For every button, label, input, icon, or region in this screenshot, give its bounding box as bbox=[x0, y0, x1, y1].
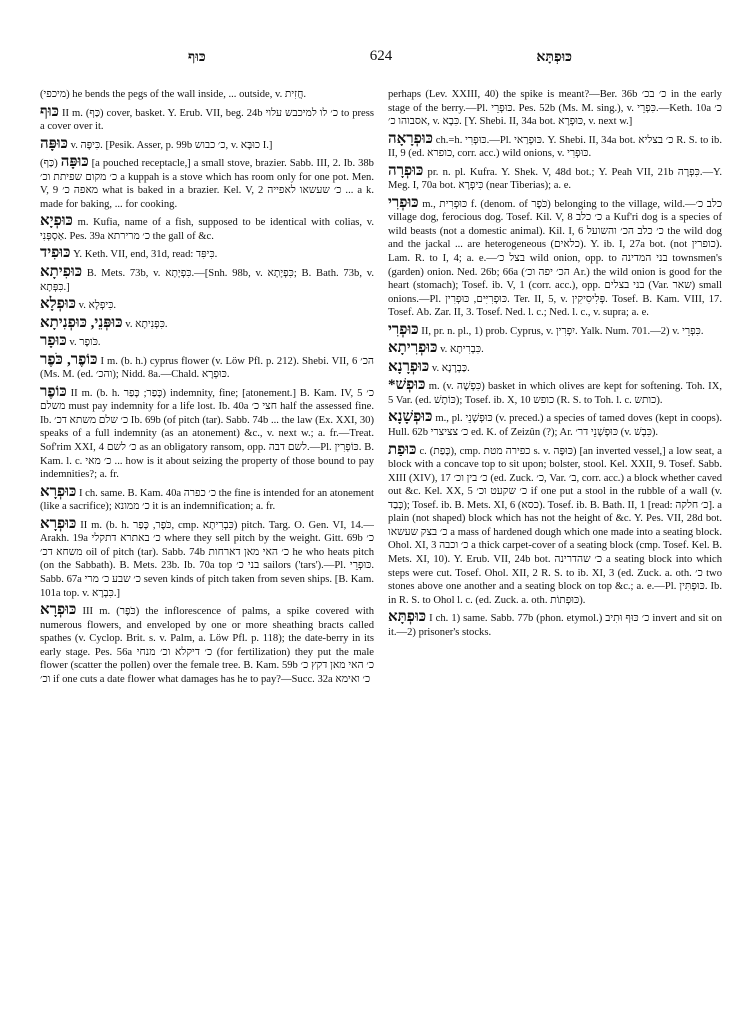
entry-definition: m. (v. כִּפְשָׁה) basket in which olives are kept for softening. Toh. IX, 5 Var. (ed. כּוֹתֶשׁ); Tosef. ib. X, 10 כופש (R. S. to Toh. l. c. כותש). bbox=[388, 381, 722, 406]
entry-definition: c. (כָּפַת), cmp. כפירה מטת s. v. כּוּפָּה) [an inverted vessel,] a low seat, a block with a concave top to sit upon; bolster, stool. Kel. XXII, 9. Tosef. Sabb. XIII (XIV), 17 כ׳ בין וכ׳ (ed. Zuck. כ׳, Var. ב׳, corr. acc.) a block whether caved out &c. Kel. XX, 5 כ׳ שקעט וכ׳ if one put a stool in the rubble of a wall (v. כָּבַד); Tosef. ib. B. Mets. XI, 6 (כסא). Tosef. ib. B. Bath. II, 1 [read: כ׳ חלקה]. a plain (not shaped) block which has not the height of &c. Y. Pes. VII, 28d bot. כ׳ בצק שעשאו a mass of hardened dough which one made into a seating block. Ohol. XI, 3 כ׳ וכבה a thick carpet-cover of a seating block (cmp. Tosef. Kel. B. Mets. XI, 10). Y. Erub. VII, 24b bot. כ׳ שהדרינה a seating block into which steps were cut. Tosef. Ohol. XII, 2 R. S. to ib. XI, 3 (ed. Zuck. a. oth. כ׳ two stones above one another and a seating block on top &c.; a. e.—Pl. כּוּפְתִּין. Ib. in R. S. to Ohol l. c. (ed. Zuck. a. oth. כּוּפְתוֹת). bbox=[388, 445, 722, 606]
entry-headword: *כּוּפְשׁ bbox=[388, 377, 426, 394]
entry-headword: כּוּפְלָא bbox=[40, 296, 76, 313]
right-column bbox=[388, 88, 722, 1016]
dictionary-entry bbox=[388, 360, 722, 376]
dictionary-entry bbox=[388, 610, 722, 639]
entry-definition: m., כּוּפְרִית f. (denom. of כֹּפֶר) belonging to the village, wild.—כלב כ׳ village dog, ferocious dog. Tosef. Kil. V, 8 כ׳ כלב a Kuf'ri dog is a species of wild beasts (not a domestic animal). Kil. I, 6 כ׳ כלב הכ׳ והשועל the wild dog and the jackal ... are heterogeneous (כלאים). Y. ib. I, 27a bot. (not כופרין). Lam. R. to I, 4; a. e.—בצל כ׳ wild onion, opp. to בני המדינה townsmen's (garden) onion. Ned. 26b; 66a (הכ׳ יפה וכ׳ Ar.) the wild onion is good for the heart (stomach); Tosef. ib. V, 1 (corr. acc.), opp. בני בצלים (Var. שאר) small onions.—Pl. כּוּפְרִיִּים, כּוּפְרִין. Ter. II, 5, v. פְּלִיסִיקִין. Tosef. B. Kam. VIII, 17. Tosef. Ab. Zar. II, 3. Tosef. Ned. l. c.; Ned. l. c., v. supra; a. e. bbox=[388, 198, 722, 319]
dictionary-entry bbox=[388, 323, 722, 339]
entry-definition: v. כִּפְנִיתָא. bbox=[125, 318, 168, 330]
dictionary-entry bbox=[40, 105, 374, 134]
entry-definition: ch.=h. כּוּפְרִי.—Pl. כּוּפְרַאי. Y. Shebi. II, 34a bot. כ׳ בצליא R. S. to ib. II, 9 (ed. כופרא, corr. acc.) wild onions, v. כּוּפְרִי. bbox=[388, 134, 722, 160]
entry-definition: II m. (כַּף) cover, basket. Y. Erub. VII, beg. 24b כ׳ לו למיכבש עלוי to press a cover over it. bbox=[40, 107, 374, 133]
entry-headword: כּוּפְרָא bbox=[40, 602, 77, 619]
entry-headword: כּוּפְרָה bbox=[388, 162, 424, 179]
entry-definition: v. כֹּופֶר. bbox=[69, 337, 101, 349]
entry-headword: כּוּפָּה bbox=[40, 135, 68, 152]
entry-headword: כּוּפְרִי bbox=[388, 321, 419, 338]
entry-headword: כּוּפְרָנָא bbox=[388, 358, 430, 375]
entry-definition: B. Mets. 73b, v. כִּפְיָתָא.—[Snh. 98b, v. כִּפְיָתָא; B. Bath. 73b, v. כִּפְּתָא.] bbox=[40, 268, 374, 293]
dictionary-entry bbox=[40, 603, 374, 686]
columns bbox=[40, 88, 722, 1016]
entry-headword: כּוּפָּה bbox=[60, 154, 89, 171]
dictionary-entry bbox=[40, 353, 374, 382]
entry-headword: כּוֹפֶר bbox=[40, 383, 67, 400]
entry-definition: (כַּף) [a pouched receptacle,] a small stove, brazier. Sabb. III, 2. Ib. 38b כ׳ מקום שפיתת וכ׳ a kuppah is a stove which has room only for one pot. Men. V, 9 מאפה כ׳ what is baked in a brazier. Kel. V, 2 כ׳ שעשאו לאפייה ... a k. made for baking, ... for cooking. bbox=[40, 158, 374, 210]
dictionary-entry bbox=[388, 132, 722, 161]
entry-headword: כּוּף bbox=[40, 103, 59, 120]
dictionary-entry bbox=[388, 378, 722, 407]
entry-headword: כּוּפְרָאָה bbox=[388, 130, 433, 147]
entry-headword: כּוּפְרִי bbox=[388, 194, 419, 211]
dictionary-entry bbox=[40, 517, 374, 600]
entry-definition: v. כַּבְרָנָא. bbox=[431, 362, 470, 374]
entry-definition: (מיכפי) he bends the pegs of the wall inside, ... outside, v. חֲזִית. bbox=[40, 89, 307, 100]
entry-definition: v. כִּיפָּה. [Pesik. Asser, p. 99b כ׳ כבוש, v. כוּבָּא I.] bbox=[70, 139, 273, 151]
dictionary-entry bbox=[40, 385, 374, 482]
entry-definition: II m. (b. h. כֹּפֶר, כָּפַר, cmp. כִּבְרִיתָא) pitch. Targ. O. Gen. VI, 14.—Arakh. 19a כ׳ באתרא דתקלי where they sell pitch by the weight. Gitt. 69b כ׳ משחא דכ׳ oil of pitch (tar). Sabb. 74b כ׳ האי מאן דארחות he who heats pitch (on the Sabbath). B. Mets. 23b. Ib. 70a top בני כ׳ sailors ('tars').—Pl. כּוּפְרֵי. Sabb. 67a כ׳ שבע כ׳ מרי seven kinds of pitch taken from seven ships. [B. Kam. 101a top. v. כִּבְרָא.] bbox=[40, 519, 374, 599]
entry-headword: כּוּפְּנֵי, כּוּפְנִיתָא bbox=[40, 314, 123, 331]
entry-headword: כּוּפְתָּא bbox=[388, 609, 427, 626]
entry-definition: III m. (כֹּפֶר) the inflorescence of palms, a spike covered with numerous flowers, and enveloped by one or more sheathing bracts called spathes (v. Cyclop. Brit. s. v. Palm, a. Löw Pfl. p. 118); the date-berry in its early stage. Pes. 56a כ׳ דיקלא וכ׳ מנחי (for fertilization) they put the male flower (scatter the pollen) over the female tree. B. Kam. 59b כ׳ האי מאן דקץ כ׳ וכ׳ if one cuts a date flower what damages has he to pay?—Succ. 32a כ׳ ואימא bbox=[40, 606, 374, 685]
dictionary-entry bbox=[40, 297, 374, 313]
dictionary-entry bbox=[388, 164, 722, 193]
dictionary-entry bbox=[40, 88, 374, 102]
dictionary-entry bbox=[40, 485, 374, 514]
entry-definition: perhaps (Lev. XXIII, 40) the spike is meant?—Ber. 36b כ׳ בכ׳ in the early stage of the berry.—Pl. כּוּפְרֵי. Pes. 52b (Ms. M. sing.), v. כִּפְרֵי.—Keth. 10a כ׳ אסבוהו כ׳, v. כִּבָא. [Y. Shebi. II, 34a bot. כּוּפְרָא, v. next w.] bbox=[388, 89, 722, 128]
dictionary-entry bbox=[40, 334, 374, 350]
dictionary-entry bbox=[388, 88, 722, 129]
entry-headword: כּוֹפֶר, כֹּפֶר bbox=[40, 351, 98, 368]
entry-headword: כּוּפְרִיתָא bbox=[388, 340, 438, 357]
entry-headword: כּוּפְשָׁנָא bbox=[388, 409, 433, 426]
entry-definition: I ch. same. B. Kam. 40a כ׳ כפרה the fine is intended for an atonement (like a sacrifice); כ׳ ממונא it is an indemnification; a. fr. bbox=[40, 487, 374, 513]
entry-headword: כּוּפַת bbox=[388, 441, 417, 458]
entry-headword: כּוּפְרָא bbox=[40, 515, 77, 532]
entry-headword: כּוּפְרָא bbox=[40, 483, 77, 500]
dictionary-entry bbox=[40, 137, 374, 153]
entry-headword: כּוּפָר bbox=[40, 333, 67, 350]
dictionary-entry bbox=[388, 196, 722, 320]
dictionary-entry bbox=[40, 155, 374, 211]
entry-headword: כּוּפִיד bbox=[40, 245, 71, 262]
entry-headword: כּוּפְיָא bbox=[40, 213, 73, 230]
entry-definition: I ch. 1) same. Sabb. 77b (phon. etymol.) כ׳ כּוּף וּתִיב invert and sit on it.—2) prisoner's stocks. bbox=[388, 613, 722, 638]
entry-definition: II, pr. n. pl., 1) prob. Cyprus, v. יִפְרִין. Yalk. Num. 701.—2) v. כִּפְרֵי. bbox=[421, 325, 704, 337]
dictionary-entry bbox=[388, 443, 722, 608]
right-running-head: כּוּפְתָּא bbox=[536, 50, 572, 65]
left-running-head: כּוּף bbox=[188, 50, 206, 65]
dictionary-entry bbox=[388, 341, 722, 357]
page-header bbox=[40, 50, 722, 72]
entry-headword: כּוּפִיתָא bbox=[40, 264, 83, 281]
page-number: 624 bbox=[369, 48, 393, 64]
dictionary-entry bbox=[40, 214, 374, 243]
dictionary-entry bbox=[40, 265, 374, 294]
dictionary-entry bbox=[40, 316, 374, 332]
entry-definition: Y. Keth. VII, end, 31d, read: כִּיפִּד. bbox=[73, 249, 218, 261]
dictionary-entry bbox=[40, 246, 374, 262]
entry-definition: v. כִּבְרִיתָא. bbox=[440, 344, 484, 356]
entry-definition: I m. (b. h.) cyprus flower (v. Löw Pfl. p. 212). Shebi. VII, 6 הכ׳ (Ms. M. (ed. והכ׳); Nidd. 8a.—Chald. כּוּפְרָא. bbox=[40, 355, 374, 381]
entry-definition: v. כִּיפְלָא. bbox=[78, 300, 117, 312]
entry-definition: pr. n. pl. Kufra. Y. Shek. V, 48d bot.; Y. Peah VII, 21b כִּפְרָה.—Y. Meg. I, 70a bot. כִּיפְרָא (near Tiberias); a. e. bbox=[388, 166, 722, 192]
entry-definition: m., pl. כּוּפְשָׁנֵי (v. preced.) a species of tamed doves (kept in coops). Hull. 62b כ׳ צציצרי ed. K. of Zeizûn (?); Ar. כּוּפְשָׁנֵי דר׳ (v. כִּבְשׁ). bbox=[388, 413, 722, 439]
entry-definition: m. Kufia, name of a fish, supposed to be identical with colias, v. אַסְפְּנִי. Pes. 39a כ׳ מרירתא the gall of &c. bbox=[40, 217, 374, 242]
dictionary-entry bbox=[388, 410, 722, 439]
entry-definition: II m. (b. h. כָּפַר; כָּפַר) indemnity, fine; [atonement.] B. Kam. IV, 5 כ׳ משלם must pay indemnity for a life lost. Ib. 40a חצי כ׳ half the assessed fine. Ib. כ׳ שלם משתא דכ׳ Ib. 69b (of pitch (tar). Sabb. 74b ... the law (Ex. XXI, 30) speaks of a full indemnity (as an atonement) &c., v. next w.; a. fr.—Treat. Sof'rim XXI, 4 כ׳ לשם as an obligatory ransom, opp. לשם דבה.—Pl. כּוֹפְרִין. B. Kam. l. c. כ׳ מאי ... how is it about seizing the property of those bound to pay indemnities?; a. fr. bbox=[40, 387, 374, 481]
left-column bbox=[40, 88, 374, 1016]
